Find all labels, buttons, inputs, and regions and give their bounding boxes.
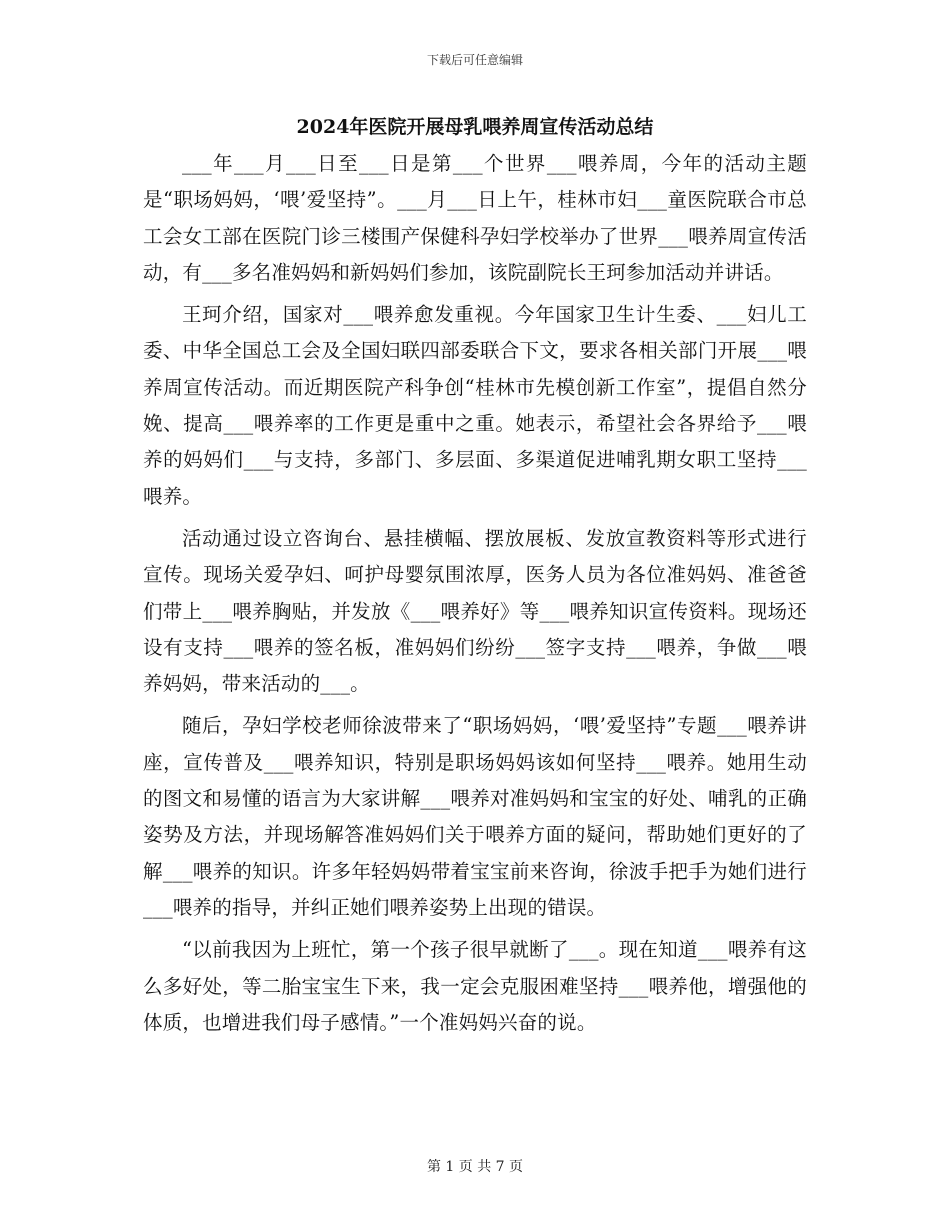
document-body	[143, 146, 807, 1047]
paragraph-2: 王珂介绍，国家对___喂养愈发重视。今年国家卫生计生委、___妇儿工委、中华全国总工会及全国妇联四部委联合下文，要求各相关部门开展___喂养周宣传活动。而近期医院产科争创“桂林市先模创新工作室”，提倡自然分娩、提高___喂养率的工作更是重中之重。她表示，希望社会各界给予___喂养的妈妈们___与支持，多部门、多层面、多渠道促进哺乳期女职工坚持___喂养。	[143, 303, 807, 508]
paragraph-1: ___年___月___日至___日是第___个世界___喂养周，今年的活动主题是“职场妈妈，‘喂’爱坚持”。___月___日上午，桂林市妇___童医院联合市总工会女工部在医院门诊三楼围产保健科孕妇学校举办了世界___喂养周宣传活动，有___多名准妈妈和新妈妈们参加，该院副院长王珂参加活动并讲话。	[143, 152, 807, 284]
page-number-footer: 第 1 页 共 7 页	[426, 1159, 524, 1175]
paragraph-4: 随后，孕妇学校老师徐波带来了“职场妈妈，‘喂’爱坚持”专题___喂养讲座，宣传普及___喂养知识，特别是职场妈妈该如何坚持___喂养。她用生动的图文和易懂的语言为大家讲解___喂养对准妈妈和宝宝的好处、哺乳的正确姿势及方法，并现场解答准妈妈们关于喂养方面的疑问，帮助她们更好的了解___喂养的知识。许多年轻妈妈带着宝宝前来咨询，徐波手把手为她们进行___喂养的指导，并纠正她们喂养姿势上出现的错误。	[143, 714, 807, 919]
header-note: 下载后可任意编辑	[426, 53, 523, 67]
document-title: 2024年医院开展母乳喂养周宣传活动总结	[296, 116, 654, 138]
paragraph-5: “以前我因为上班忙，第一个孩子很早就断了___。现在知道___喂养有这么多好处，等二胎宝宝生下来，我一定会克服困难坚持___喂养他，增强他的体质，也增进我们母子感情。”一个准妈妈兴奋的说。	[143, 938, 807, 1034]
paragraph-3: 活动通过设立咨询台、悬挂横幅、摆放展板、发放宣教资料等形式进行宣传。现场关爱孕妇、呵护母婴氛围浓厚，医务人员为各位准妈妈、准爸爸们带上___喂养胸贴，并发放《___喂养好》等___喂养知识宣传资料。现场还设有支持___喂养的签名板，准妈妈们纷纷___签字支持___喂养，争做___喂养妈妈，带来活动的___。	[143, 526, 807, 696]
